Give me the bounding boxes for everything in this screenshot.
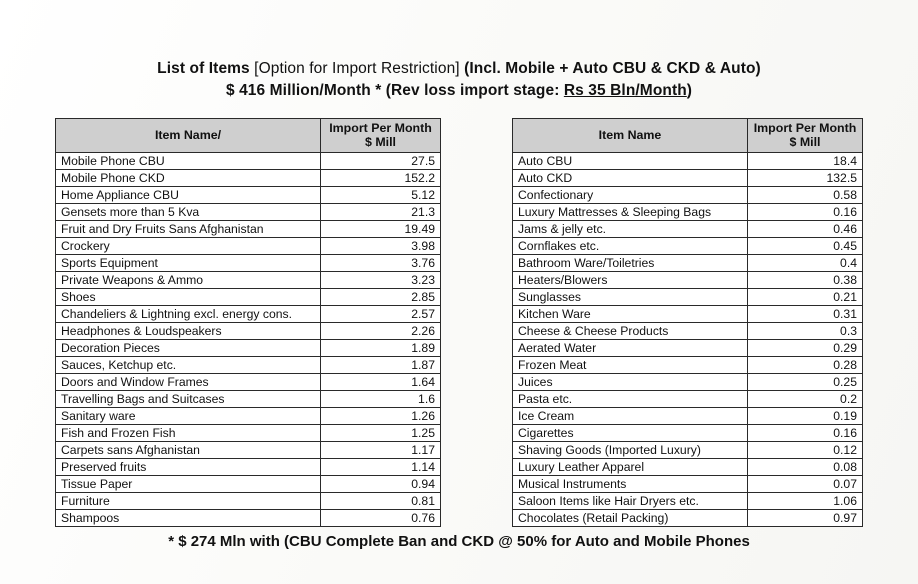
table-row	[56, 407, 441, 424]
left-header-line1: Import Per Month	[329, 121, 432, 135]
item-name-cell: Crockery	[56, 237, 321, 254]
import-value-cell: 0.38	[748, 271, 863, 288]
right-table-body	[513, 152, 863, 526]
table-row	[513, 373, 863, 390]
table-row	[56, 288, 441, 305]
import-value-cell: 3.98	[321, 237, 441, 254]
import-value-cell: 0.31	[748, 305, 863, 322]
import-value-cell: 1.25	[321, 424, 441, 441]
table-row	[56, 220, 441, 237]
import-value-cell: 1.64	[321, 373, 441, 390]
right-header-item-name: Item Name	[513, 119, 748, 153]
title-line-2-underlined: Rs 35 Bln/Month	[563, 82, 687, 100]
table-row	[513, 169, 863, 186]
table-row	[56, 169, 441, 186]
table-row	[56, 492, 441, 509]
left-items-table	[55, 118, 441, 527]
title-part-bold-a: List of Items	[157, 60, 255, 77]
item-name-cell: Shoes	[56, 288, 321, 305]
item-name-cell: Aerated Water	[513, 339, 748, 356]
import-value-cell: 0.16	[748, 203, 863, 220]
item-name-cell: Tissue Paper	[56, 475, 321, 492]
table-row	[513, 339, 863, 356]
import-value-cell: 1.6	[321, 390, 441, 407]
item-name-cell: Private Weapons & Ammo	[56, 271, 321, 288]
import-value-cell: 5.12	[321, 186, 441, 203]
document-title	[0, 58, 918, 103]
table-row	[513, 237, 863, 254]
table-row	[56, 152, 441, 169]
import-value-cell: 1.14	[321, 458, 441, 475]
right-items-table	[512, 118, 863, 527]
title-line-2	[0, 80, 918, 102]
item-name-cell: Preserved fruits	[56, 458, 321, 475]
title-part-plain: [Option for Import Restriction]	[254, 60, 465, 77]
import-value-cell: 132.5	[748, 169, 863, 186]
title-part-bold-b: (Incl. Mobile + Auto CBU & CKD & Auto)	[464, 60, 761, 77]
right-header-import-per-month	[748, 119, 863, 153]
table-header-row	[513, 119, 863, 153]
import-value-cell: 2.85	[321, 288, 441, 305]
import-value-cell: 19.49	[321, 220, 441, 237]
item-name-cell: Juices	[513, 373, 748, 390]
table-row	[513, 492, 863, 509]
table-row	[56, 509, 441, 526]
item-name-cell: Furniture	[56, 492, 321, 509]
right-header-line1: Import Per Month	[753, 121, 857, 135]
item-name-cell: Shaving Goods (Imported Luxury)	[513, 441, 748, 458]
item-name-cell: Auto CBU	[513, 152, 748, 169]
left-header-item-name: Item Name/	[56, 119, 321, 153]
item-name-cell: Pasta etc.	[513, 390, 748, 407]
item-name-cell: Confectionary	[513, 186, 748, 203]
item-name-cell: Mobile Phone CBU	[56, 152, 321, 169]
item-name-cell: Ice Cream	[513, 407, 748, 424]
import-value-cell: 0.4	[748, 254, 863, 271]
table-row	[56, 203, 441, 220]
title-line-2-part-a: $ 416 Million/Month * (Rev loss import stage:	[225, 82, 564, 100]
title-line-2-part-b: )	[686, 82, 693, 100]
import-value-cell: 3.76	[321, 254, 441, 271]
import-value-cell: 0.97	[748, 509, 863, 526]
item-name-cell: Cigarettes	[513, 424, 748, 441]
item-name-cell: Sanitary ware	[56, 407, 321, 424]
table-row	[56, 305, 441, 322]
item-name-cell: Fruit and Dry Fruits Sans Afghanistan	[56, 220, 321, 237]
import-value-cell: 0.2	[748, 390, 863, 407]
table-row	[56, 458, 441, 475]
table-row	[513, 322, 863, 339]
table-row	[513, 254, 863, 271]
import-value-cell: 21.3	[321, 203, 441, 220]
item-name-cell: Gensets more than 5 Kva	[56, 203, 321, 220]
table-row	[56, 339, 441, 356]
table-row	[513, 186, 863, 203]
item-name-cell: Jams & jelly etc.	[513, 220, 748, 237]
item-name-cell: Headphones & Loudspeakers	[56, 322, 321, 339]
table-row	[56, 475, 441, 492]
table-row	[56, 271, 441, 288]
item-name-cell: Decoration Pieces	[56, 339, 321, 356]
import-value-cell: 0.21	[748, 288, 863, 305]
table-row	[513, 152, 863, 169]
table-row	[513, 424, 863, 441]
table-row	[513, 356, 863, 373]
table-row	[513, 288, 863, 305]
item-name-cell: Doors and Window Frames	[56, 373, 321, 390]
tables-region	[0, 118, 918, 525]
table-row	[56, 322, 441, 339]
item-name-cell: Cornflakes etc.	[513, 237, 748, 254]
table-row	[56, 356, 441, 373]
item-name-cell: Home Appliance CBU	[56, 186, 321, 203]
item-name-cell: Sauces, Ketchup etc.	[56, 356, 321, 373]
table-row	[56, 254, 441, 271]
import-value-cell: 1.26	[321, 407, 441, 424]
table-header-row	[56, 119, 441, 153]
item-name-cell: Luxury Mattresses & Sleeping Bags	[513, 203, 748, 220]
table-row	[513, 220, 863, 237]
item-name-cell: Carpets sans Afghanistan	[56, 441, 321, 458]
footnote: * $ 274 Mln with (CBU Complete Ban and CKD @ 50% for Auto and Mobile Phones	[168, 533, 750, 550]
item-name-cell: Sports Equipment	[56, 254, 321, 271]
import-value-cell: 3.23	[321, 271, 441, 288]
import-value-cell: 0.94	[321, 475, 441, 492]
import-value-cell: 0.07	[748, 475, 863, 492]
item-name-cell: Kitchen Ware	[513, 305, 748, 322]
item-name-cell: Chocolates (Retail Packing)	[513, 509, 748, 526]
item-name-cell: Musical Instruments	[513, 475, 748, 492]
import-value-cell: 0.45	[748, 237, 863, 254]
table-row	[513, 475, 863, 492]
import-value-cell: 0.28	[748, 356, 863, 373]
item-name-cell: Frozen Meat	[513, 356, 748, 373]
left-header-line2: $ Mill	[365, 135, 396, 150]
import-value-cell: 1.06	[748, 492, 863, 509]
title-line-1	[0, 58, 918, 80]
import-value-cell: 2.57	[321, 305, 441, 322]
import-value-cell: 1.17	[321, 441, 441, 458]
item-name-cell: Shampoos	[56, 509, 321, 526]
left-header-import-per-month	[321, 119, 441, 153]
table-row	[56, 237, 441, 254]
import-value-cell: 1.89	[321, 339, 441, 356]
table-row	[513, 441, 863, 458]
table-row	[56, 441, 441, 458]
left-table-body	[56, 152, 441, 526]
item-name-cell: Mobile Phone CKD	[56, 169, 321, 186]
import-value-cell: 0.46	[748, 220, 863, 237]
item-name-cell: Saloon Items like Hair Dryers etc.	[513, 492, 748, 509]
import-value-cell: 27.5	[321, 152, 441, 169]
table-row	[513, 390, 863, 407]
import-value-cell: 0.76	[321, 509, 441, 526]
import-value-cell: 0.29	[748, 339, 863, 356]
table-row	[56, 390, 441, 407]
item-name-cell: Travelling Bags and Suitcases	[56, 390, 321, 407]
item-name-cell: Fish and Frozen Fish	[56, 424, 321, 441]
import-value-cell: 18.4	[748, 152, 863, 169]
table-row	[56, 424, 441, 441]
table-row	[56, 373, 441, 390]
item-name-cell: Bathroom Ware/Toiletries	[513, 254, 748, 271]
item-name-cell: Cheese & Cheese Products	[513, 322, 748, 339]
table-row	[513, 458, 863, 475]
item-name-cell: Luxury Leather Apparel	[513, 458, 748, 475]
table-row	[513, 271, 863, 288]
import-value-cell: 0.25	[748, 373, 863, 390]
import-value-cell: 1.87	[321, 356, 441, 373]
import-value-cell: 0.81	[321, 492, 441, 509]
table-row	[513, 509, 863, 526]
right-header-line2: $ Mill	[789, 135, 821, 150]
import-value-cell: 0.16	[748, 424, 863, 441]
table-row	[56, 186, 441, 203]
table-row	[513, 407, 863, 424]
table-row	[513, 305, 863, 322]
import-value-cell: 0.58	[748, 186, 863, 203]
table-row	[513, 203, 863, 220]
import-value-cell: 0.19	[748, 407, 863, 424]
import-value-cell: 152.2	[321, 169, 441, 186]
import-value-cell: 2.26	[321, 322, 441, 339]
item-name-cell: Heaters/Blowers	[513, 271, 748, 288]
item-name-cell: Auto CKD	[513, 169, 748, 186]
import-value-cell: 0.08	[748, 458, 863, 475]
import-value-cell: 0.12	[748, 441, 863, 458]
item-name-cell: Sunglasses	[513, 288, 748, 305]
import-value-cell: 0.3	[748, 322, 863, 339]
item-name-cell: Chandeliers & Lightning excl. energy cons.	[56, 305, 321, 322]
